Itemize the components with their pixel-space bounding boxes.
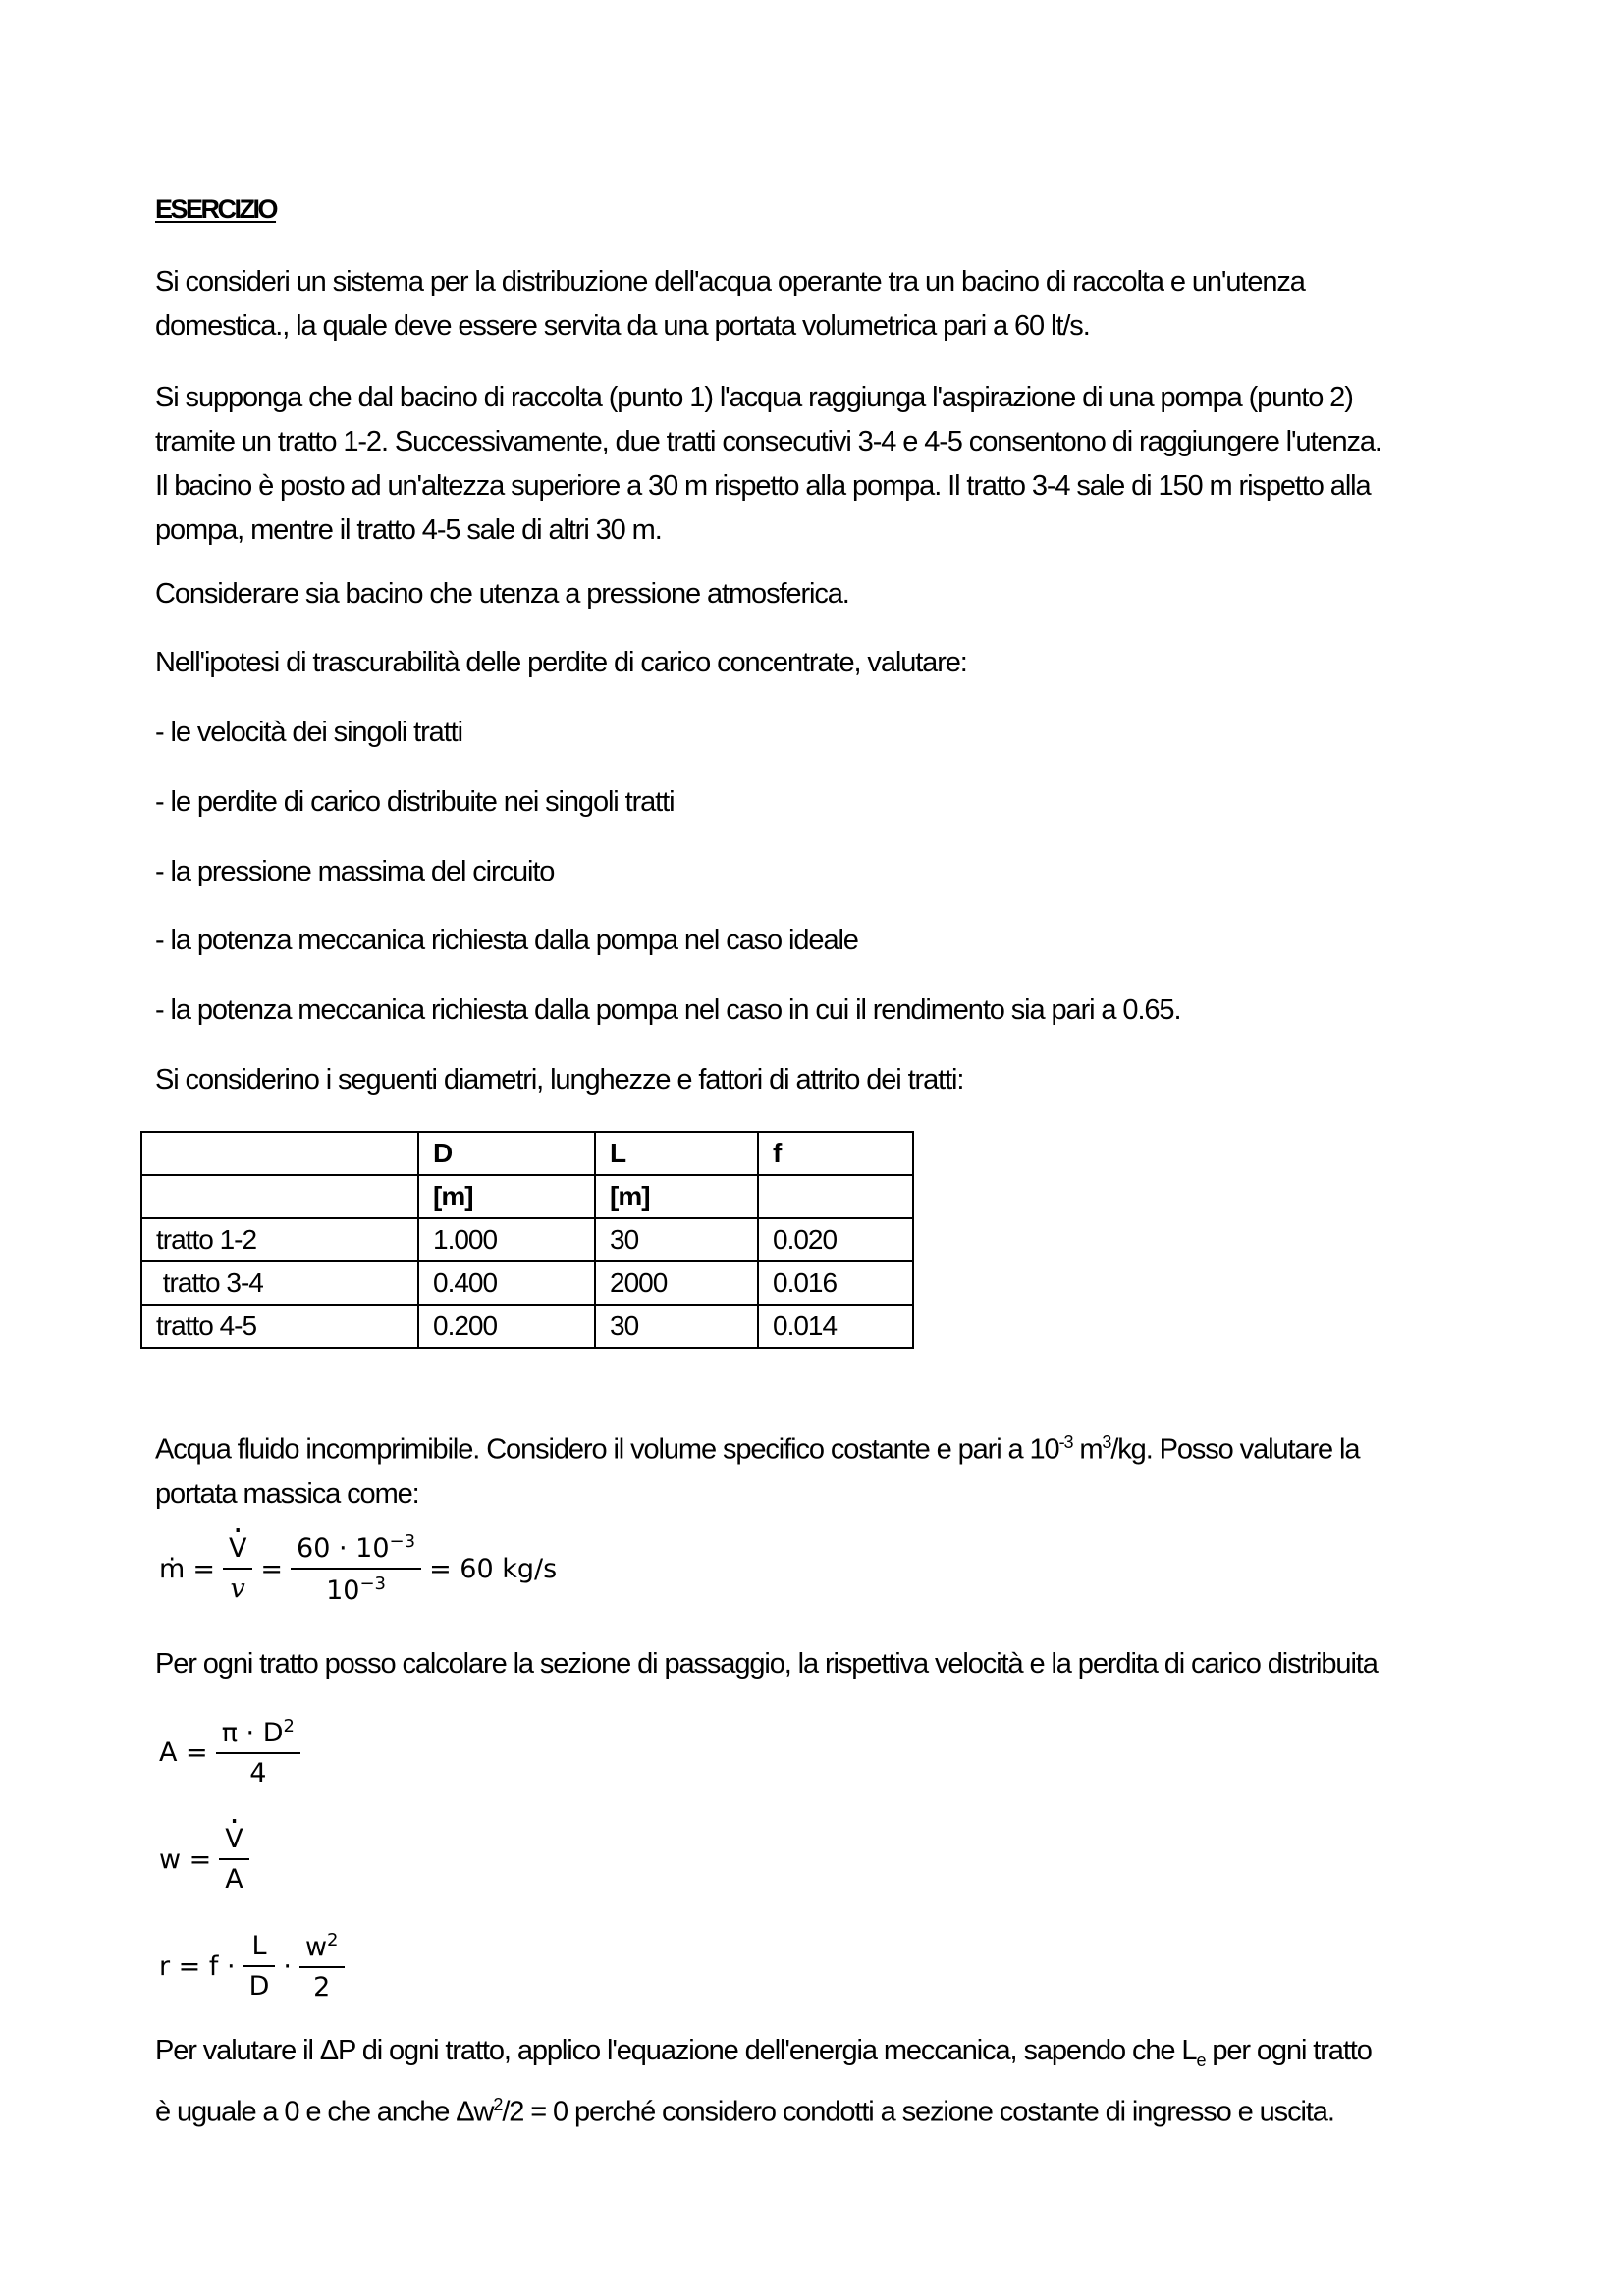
table-cell: 30: [595, 1305, 758, 1348]
numerator: π · D: [221, 1718, 284, 1748]
setup-line: tramite un tratto 1-2. Successivamente, due tratti consecutivi 3-4 e 4-5 consentono di raggiungere l'utenza.: [155, 426, 1381, 457]
closing-text: /2 = 0 perché considero condotti a sezione costante di ingresso e uscita.: [502, 2096, 1334, 2128]
mass-flow-formula: [155, 1531, 561, 1606]
fraction: [216, 1716, 300, 1789]
fraction: [223, 1533, 252, 1604]
closing-line: [155, 2083, 1490, 2135]
table-header-row: [141, 1132, 913, 1175]
volumetric-flow-symbol: · V: [229, 1533, 246, 1564]
loss-lhs: r = f ·: [159, 1950, 236, 1982]
fraction: [219, 1824, 248, 1895]
exponent: -3: [1058, 1432, 1073, 1452]
table-intro: [155, 1058, 1490, 1102]
fraction: [291, 1531, 421, 1606]
table-unit-cell: [758, 1175, 913, 1218]
exponent: 2: [283, 1716, 295, 1736]
table-cell: 30: [595, 1218, 758, 1261]
equals-sign: =: [192, 1553, 215, 1584]
denominator: 2: [313, 1972, 331, 2002]
table-header-cell: f: [758, 1132, 913, 1175]
multiply-dot: ·: [283, 1950, 292, 1982]
table-row: [141, 1261, 913, 1305]
intro-line: domestica., la quale deve essere servita da una portata volumetrica pari a 60 lt/s.: [155, 310, 1090, 342]
numerator: · V: [225, 1824, 243, 1854]
table-row: [141, 1218, 913, 1261]
table-unit-cell: [141, 1175, 418, 1218]
velocity-formula: [155, 1824, 253, 1895]
table-cell: 0.014: [758, 1305, 913, 1348]
task-text: - la potenza meccanica richiesta dalla pompa nel caso in cui il rendimento sia pari a 0.65.: [155, 994, 1181, 1026]
closing-line: [155, 2029, 1490, 2083]
numerator: 60 · 10: [297, 1533, 390, 1564]
mass-flow-result: = 60 kg/s: [429, 1553, 558, 1584]
closing-text: Per valutare il ΔP di ogni tratto, applico l'equazione dell'energia meccanica, sapendo che L: [155, 2035, 1197, 2066]
exponent: 2: [493, 2094, 503, 2114]
intro-paragraph: [155, 260, 1490, 348]
task-item: [155, 919, 1490, 963]
setup-line: Il bacino è posto ad un'altezza superiore a 30 m rispetto alla pompa. Il tratto 3-4 sale di 150 m rispetto alla: [155, 470, 1371, 502]
setup-line: pompa, mentre il tratto 4-5 sale di altri 30 m.: [155, 514, 662, 546]
table-cell: tratto 4-5: [141, 1305, 418, 1348]
closing-text: per ogni tratto: [1205, 2035, 1372, 2066]
exponent: −3: [359, 1574, 386, 1594]
water-text: Acqua fluido incomprimibile. Considero il volume specifico costante e pari a 10: [155, 1433, 1059, 1466]
atmospheric-note-text: Considerare sia bacino che utenza a pressione atmosferica.: [155, 578, 849, 610]
table-cell: 0.200: [418, 1305, 595, 1348]
exponent: 2: [327, 1930, 339, 1950]
water-line: portata massica come:: [155, 1477, 419, 1510]
subscript: e: [1196, 2050, 1206, 2070]
task-text: - la potenza meccanica richiesta dalla pompa nel caso ideale: [155, 925, 858, 956]
pipe-data-table: [140, 1131, 914, 1349]
area-lhs: A =: [159, 1736, 208, 1768]
fraction: [243, 1931, 276, 2002]
table-cell: 2000: [595, 1261, 758, 1305]
table-row: [141, 1305, 913, 1348]
exponent: −3: [389, 1531, 416, 1552]
closing-paragraph: [155, 2029, 1490, 2134]
exercise-title: ESERCIZIO: [155, 194, 277, 224]
table-units-row: [141, 1175, 913, 1218]
mass-flow-symbol: ṁ: [159, 1553, 186, 1584]
head-loss-formula: [155, 1930, 349, 2002]
water-paragraph: [155, 1420, 1490, 1517]
hypothesis-text: [155, 641, 1490, 685]
table-header-cell: D: [418, 1132, 595, 1175]
table-cell: 0.400: [418, 1261, 595, 1305]
task-text: - la pressione massima del circuito: [155, 856, 555, 887]
table-cell: tratto 1-2: [141, 1218, 418, 1261]
table-header-cell: [141, 1132, 418, 1175]
velocity-lhs: w =: [159, 1843, 212, 1875]
hypothesis-line: Nell'ipotesi di trascurabilità delle perdite di carico concentrate, valutare:: [155, 647, 967, 678]
task-text: - le velocità dei singoli tratti: [155, 717, 462, 748]
table-intro-text: Si considerino i seguenti diametri, lunghezze e fattori di attrito dei tratti:: [155, 1064, 964, 1095]
water-text: m: [1072, 1433, 1103, 1466]
numerator: w: [304, 1932, 328, 1962]
denominator: 10: [326, 1575, 360, 1606]
closing-text: è uguale a 0 e che anche Δw: [155, 2096, 494, 2128]
area-formula: [155, 1716, 304, 1789]
task-item: [155, 988, 1490, 1033]
numerator: L: [243, 1931, 276, 1967]
per-tratto-line: Per ogni tratto posso calcolare la sezione di passaggio, la rispettiva velocità e la perdita di carico distribuita: [155, 1648, 1378, 1680]
per-tratto-text: [155, 1642, 1490, 1686]
atmospheric-note: [155, 572, 1490, 616]
water-text: /kg. Posso valutare la: [1110, 1433, 1360, 1466]
task-item: [155, 850, 1490, 894]
table-cell: 1.000: [418, 1218, 595, 1261]
task-text: - le perdite di carico distribuite nei singoli tratti: [155, 786, 675, 818]
setup-paragraph: [155, 376, 1490, 553]
exponent: 3: [1102, 1432, 1111, 1452]
table-unit-cell: [m]: [418, 1175, 595, 1218]
fraction: [299, 1930, 345, 2002]
water-line: [155, 1420, 1490, 1472]
task-item: [155, 780, 1490, 825]
intro-line: Si consideri un sistema per la distribuzione dell'acqua operante tra un bacino di raccolta e un'utenza: [155, 266, 1305, 297]
table-cell: 0.016: [758, 1261, 913, 1305]
equals-sign: =: [260, 1553, 284, 1584]
denominator: A: [225, 1864, 243, 1895]
denominator: D: [248, 1971, 270, 2002]
setup-line: Si supponga che dal bacino di raccolta (punto 1) l'acqua raggiunga l'aspirazione di una pompa (punto 2): [155, 382, 1353, 413]
table-unit-cell: [m]: [595, 1175, 758, 1218]
table-cell: tratto 3-4: [141, 1261, 418, 1305]
denominator: 4: [249, 1758, 267, 1789]
specific-volume-symbol: v: [230, 1574, 245, 1604]
task-item: [155, 711, 1490, 755]
table-cell: 0.020: [758, 1218, 913, 1261]
table-header-cell: L: [595, 1132, 758, 1175]
